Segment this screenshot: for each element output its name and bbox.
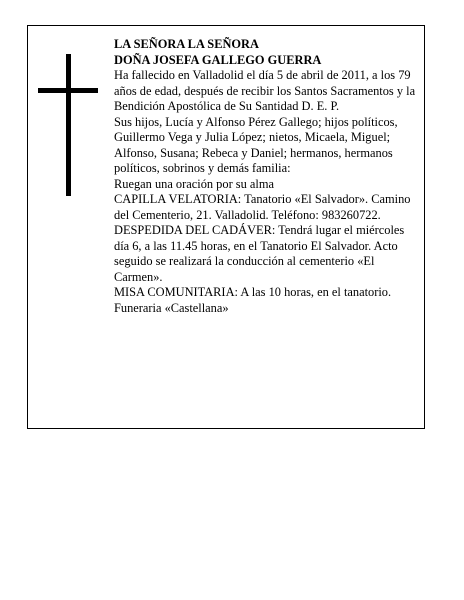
deceased-name: DOÑA JOSEFA GALLEGO GUERRA xyxy=(114,52,322,67)
family-list: Sus hijos, Lucía y Alfonso Pérez Gallego; hijos políticos, Guillermo Vega y Julia López; nietos, Micaela, Miguel; Alfonso, Susana; Rebeca y Daniel; hermanos, hermanos políticos, sobrinos y demás familia: xyxy=(114,114,398,175)
obituary-notice xyxy=(27,25,425,429)
cross-icon xyxy=(38,54,98,196)
notice-text-block xyxy=(114,37,418,316)
notice-title: LA SEÑORA LA SEÑORA xyxy=(114,37,259,51)
death-announcement: Ha fallecido en Valladolid el día 5 de abril de 2011, a los 79 años de edad, después de recibir los Santos Sacramentos y la Bendición Apostólica de Su Santidad D. E. P. xyxy=(114,68,416,113)
cross-vertical-bar xyxy=(66,54,71,196)
funeral-home: Funeraria «Castellana» xyxy=(114,300,229,315)
prayer-request: Ruegan una oración por su alma xyxy=(114,176,274,191)
cross-horizontal-bar xyxy=(38,88,98,93)
chapel-info: CAPILLA VELATORIA: Tanatorio «El Salvador». Camino del Cementerio, 21. Valladolid. Teléfono: 983260722. xyxy=(114,192,411,222)
mass-info: MISA COMUNITARIA: A las 10 horas, en el tanatorio. xyxy=(114,285,392,299)
farewell-info: DESPEDIDA DEL CADÁVER: Tendrá lugar el miércoles día 6, a las 11.45 horas, en el Tanatorio El Salvador. Acto seguido se realizará la conducción al cementerio «El Carmen». xyxy=(114,223,405,284)
